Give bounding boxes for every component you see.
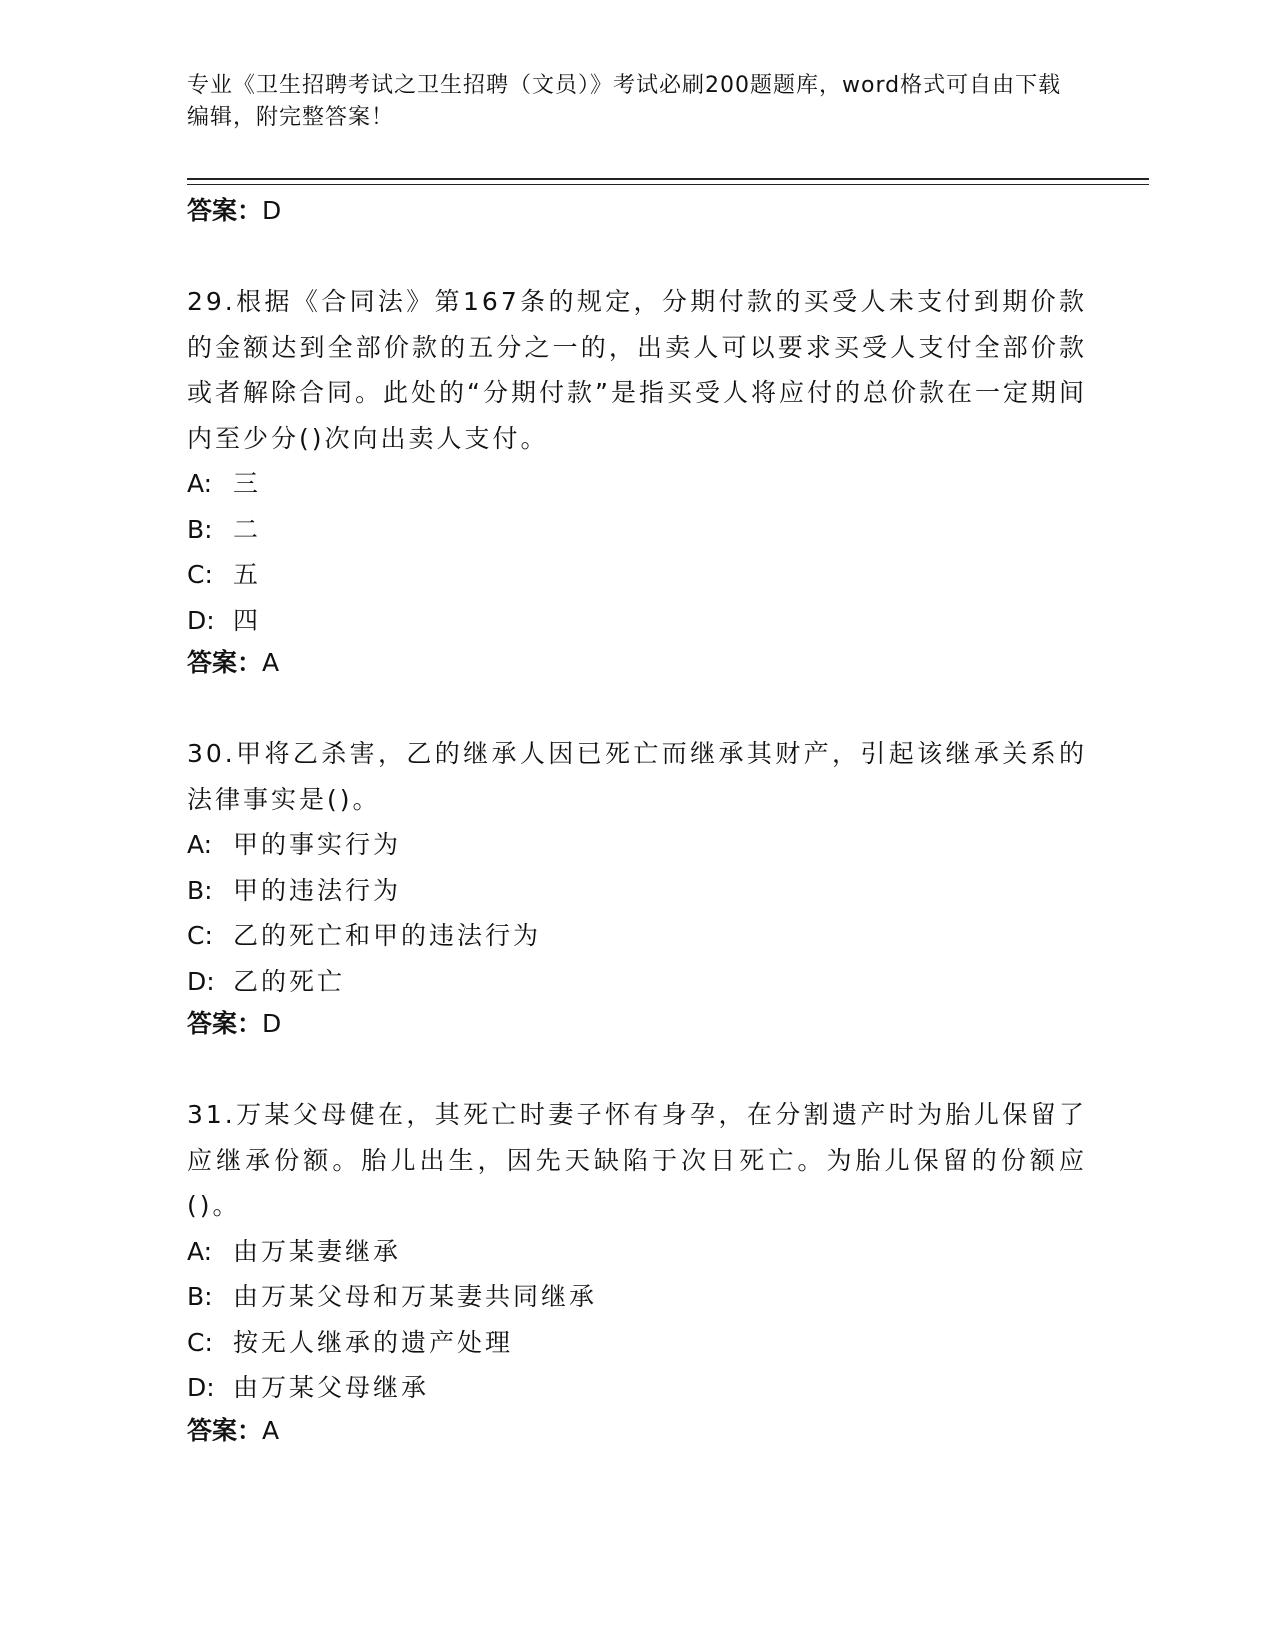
option-label: C: xyxy=(187,1327,213,1357)
option-text: 乙的死亡和甲的违法行为 xyxy=(233,921,542,950)
option-label: C: xyxy=(187,921,213,950)
option-text: 按无人继承的遗产处理 xyxy=(233,1327,514,1357)
question-stem: 31.万某父母健在，其死亡时妻子怀有身孕，在分割遗产时为胎儿保留了应继承份额。胎儿出生，因先天缺陷于次日死亡。为胎儿保留的份额应()。 xyxy=(187,1100,1087,1220)
question-31 xyxy=(187,1092,1087,1457)
option-text: 乙的死亡 xyxy=(233,966,346,996)
option-text: 由万某妻继承 xyxy=(233,1236,402,1266)
option-d xyxy=(187,959,1087,1005)
option-text: 由万某父母和万某妻共同继承 xyxy=(233,1282,598,1311)
answer-label: 答案： xyxy=(187,648,263,677)
option-a xyxy=(187,822,1087,868)
answer-value: A xyxy=(262,1415,280,1445)
option-label: A: xyxy=(187,1236,213,1266)
option-d xyxy=(187,598,1087,644)
option-text: 甲的事实行为 xyxy=(233,830,402,859)
option-text: 五 xyxy=(233,560,262,589)
option-b xyxy=(187,868,1087,914)
option-d xyxy=(187,1365,1087,1411)
question-answer xyxy=(187,1411,1087,1457)
option-text: 二 xyxy=(233,514,262,544)
option-label: D: xyxy=(187,605,215,635)
option-text: 四 xyxy=(233,605,262,635)
question-answer xyxy=(187,1004,1087,1050)
option-label: A: xyxy=(187,469,213,498)
option-c xyxy=(187,913,1087,959)
option-a xyxy=(187,1229,1087,1275)
option-label: D: xyxy=(187,966,215,996)
option-b xyxy=(187,1274,1087,1320)
option-c xyxy=(187,1320,1087,1366)
answer-value: D xyxy=(262,1009,282,1038)
question-29 xyxy=(187,279,1087,689)
option-label: B: xyxy=(187,1282,213,1311)
option-label: B: xyxy=(187,875,213,905)
option-label: A: xyxy=(187,830,213,859)
question-30 xyxy=(187,731,1087,1050)
option-b xyxy=(187,507,1087,553)
option-c xyxy=(187,552,1087,598)
question-stem: 30.甲将乙杀害，乙的继承人因已死亡而继承其财产，引起该继承关系的法律事实是()。 xyxy=(187,739,1087,814)
option-label: C: xyxy=(187,560,213,589)
header-divider-thick xyxy=(187,178,1149,180)
page-header: 专业《卫生招聘考试之卫生招聘（文员）》考试必刷200题题库，word格式可自由下载编辑，附完整答案！ xyxy=(187,73,1062,130)
answer-label: 答案： xyxy=(187,1415,263,1445)
option-label: D: xyxy=(187,1373,215,1402)
answer-value: A xyxy=(262,648,280,677)
option-label: B: xyxy=(187,514,213,544)
question-answer xyxy=(187,643,1087,689)
answer-label: 答案： xyxy=(187,1009,263,1038)
option-text: 由万某父母继承 xyxy=(233,1373,430,1402)
header-divider-thin xyxy=(187,184,1149,185)
answer-value: D xyxy=(262,196,282,225)
option-a xyxy=(187,461,1087,507)
question-stem: 29.根据《合同法》第167条的规定，分期付款的买受人未支付到期价款的金额达到全部价款的五分之一的，出卖人可以要求买受人支付全部价款或者解除合同。此处的“分期付款”是指买受人将应付的总价款在一定期间内至少分()次向出卖人支付。 xyxy=(187,287,1087,453)
previous-answer xyxy=(187,191,1087,237)
option-text: 三 xyxy=(233,469,262,498)
document-content xyxy=(187,191,1087,1457)
answer-label: 答案： xyxy=(187,196,263,225)
option-text: 甲的违法行为 xyxy=(233,875,402,905)
